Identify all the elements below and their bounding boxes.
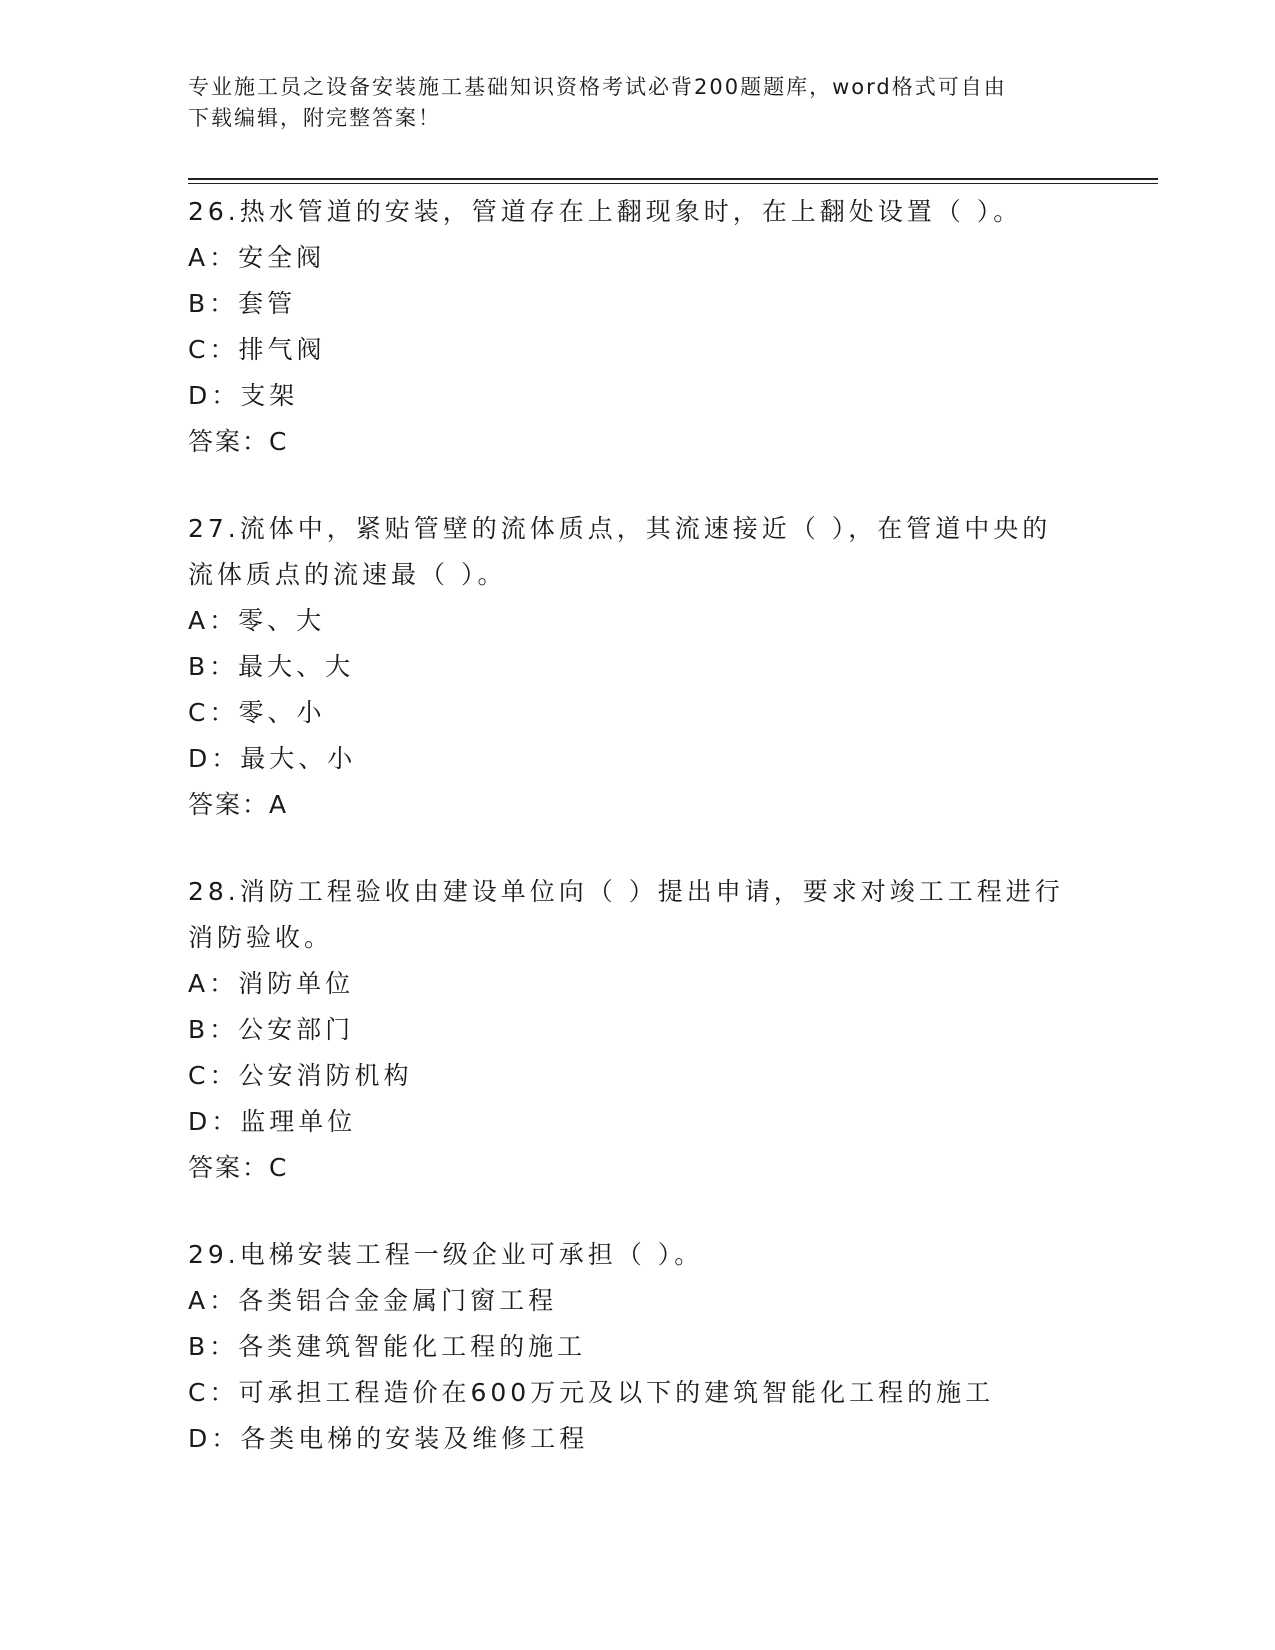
header-divider-thin xyxy=(188,183,1158,184)
option-d: D：最大、小 xyxy=(188,744,357,773)
option-a: A：安全阀 xyxy=(188,243,326,272)
question-stem: 28.消防工程验收由建设单位向（ ）提出申请，要求对竣工工程进行 xyxy=(188,877,1064,906)
option-d: D：各类电梯的安装及维修工程 xyxy=(188,1424,589,1453)
option-b: B：套管 xyxy=(188,289,297,318)
option-b: B：最大、大 xyxy=(188,652,355,681)
option-c: C：零、小 xyxy=(188,698,326,727)
question-28 xyxy=(188,869,1088,1191)
question-26 xyxy=(188,189,1088,465)
option-b: B：公安部门 xyxy=(188,1015,355,1044)
option-d: D：监理单位 xyxy=(188,1107,357,1136)
option-d: D：支架 xyxy=(188,381,299,410)
question-stem: 26.热水管道的安装，管道存在上翻现象时，在上翻处设置（ ）。 xyxy=(188,197,1023,226)
option-a: A：零、大 xyxy=(188,606,326,635)
document-header xyxy=(188,72,1088,134)
option-c: C：排气阀 xyxy=(188,335,326,364)
question-stem-continued: 流体质点的流速最（ ）。 xyxy=(188,560,507,589)
answer: 答案：C xyxy=(188,427,289,456)
question-stem-continued: 消防验收。 xyxy=(188,923,334,952)
option-a: A：各类铝合金金属门窗工程 xyxy=(188,1286,558,1315)
question-stem: 29.电梯安装工程一级企业可承担（ ）。 xyxy=(188,1240,704,1269)
answer: 答案：A xyxy=(188,790,289,819)
header-line-2: 下载编辑，附完整答案！ xyxy=(188,106,441,130)
question-stem: 27.流体中，紧贴管壁的流体质点，其流速接近（ ），在管道中央的 xyxy=(188,514,1052,543)
header-divider-thick xyxy=(188,178,1158,180)
question-29 xyxy=(188,1232,1088,1462)
option-a: A：消防单位 xyxy=(188,969,355,998)
option-c: C：公安消防机构 xyxy=(188,1061,413,1090)
option-b: B：各类建筑智能化工程的施工 xyxy=(188,1332,587,1361)
question-27 xyxy=(188,506,1088,828)
option-c: C：可承担工程造价在600万元及以下的建筑智能化工程的施工 xyxy=(188,1378,995,1407)
answer: 答案：C xyxy=(188,1153,289,1182)
header-line-1: 专业施工员之设备安装施工基础知识资格考试必背200题题库，word格式可自由 xyxy=(188,75,1007,99)
question-list xyxy=(188,189,1088,1462)
